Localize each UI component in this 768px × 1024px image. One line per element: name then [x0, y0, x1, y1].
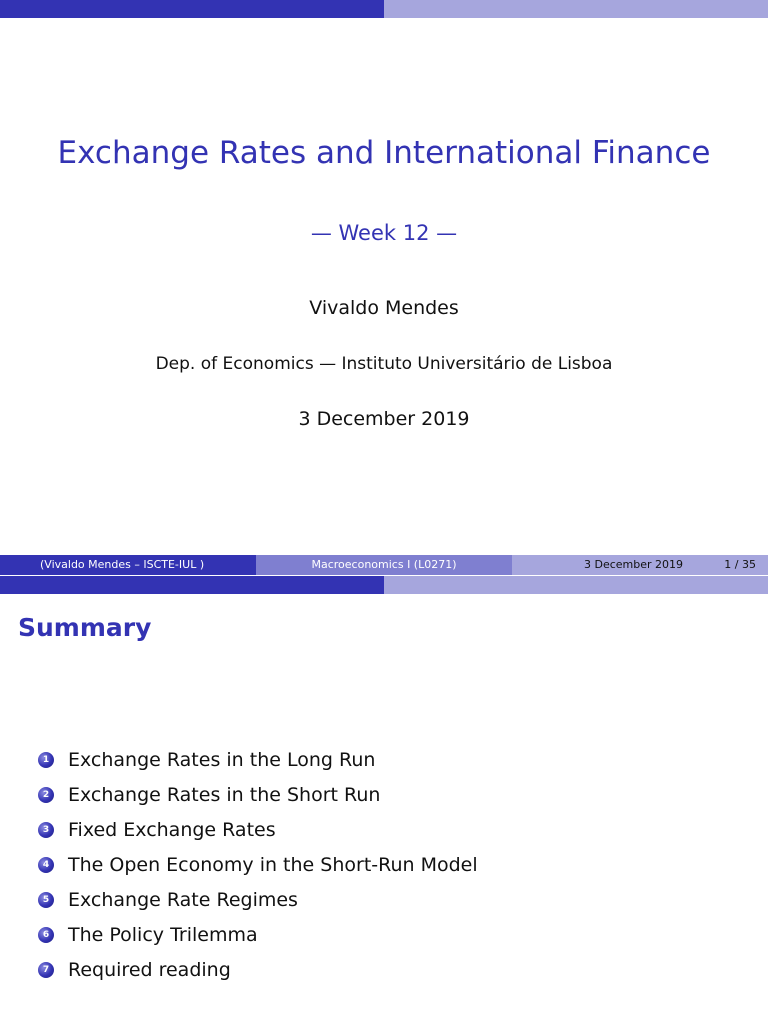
- presentation-title: Exchange Rates and International Finance: [57, 135, 711, 171]
- numbered-ball-icon: 4: [38, 857, 54, 873]
- list-item-label: The Policy Trilemma: [68, 923, 258, 946]
- header-bar-right: [384, 576, 768, 594]
- list-item-label: Exchange Rates in the Long Run: [68, 748, 376, 771]
- list-item: [38, 812, 478, 847]
- numbered-ball-icon: 6: [38, 927, 54, 943]
- list-item: [38, 777, 478, 812]
- institute-name: Dep. of Economics — Instituto Universitário de Lisboa: [155, 354, 613, 374]
- list-item: [38, 882, 478, 917]
- numbered-ball-icon: 2: [38, 787, 54, 803]
- presentation-date: 3 December 2019: [298, 408, 470, 430]
- numbered-ball-icon: 7: [38, 962, 54, 978]
- footer-author: (Vivaldo Mendes – ISCTE-IUL ): [40, 558, 205, 571]
- footer-bar: [0, 555, 768, 575]
- list-item-label: Exchange Rate Regimes: [68, 888, 298, 911]
- summary-heading: Summary: [18, 613, 152, 642]
- footer-course-segment: [256, 555, 512, 575]
- list-item-label: Exchange Rates in the Short Run: [68, 783, 381, 806]
- list-item: [38, 952, 478, 987]
- footer-date-segment: [512, 555, 768, 575]
- list-item: [38, 917, 478, 952]
- header-bar-left: [0, 576, 384, 594]
- header-bar-left: [0, 0, 384, 18]
- footer-author-segment: [0, 555, 256, 575]
- list-item-label: The Open Economy in the Short-Run Model: [68, 853, 478, 876]
- header-bar-right: [384, 0, 768, 18]
- header-bar: [0, 576, 768, 594]
- list-item-label: Fixed Exchange Rates: [68, 818, 276, 841]
- header-bar: [0, 0, 768, 18]
- list-item: [38, 742, 478, 777]
- presentation-subtitle: — Week 12 —: [310, 221, 458, 245]
- list-item: [38, 847, 478, 882]
- page-number: 1 / 35: [724, 558, 756, 571]
- numbered-ball-icon: 1: [38, 752, 54, 768]
- footer-course: Macroeconomics I (L0271): [311, 558, 457, 571]
- summary-list: [38, 742, 478, 987]
- footer-date: 3 December 2019: [584, 558, 684, 571]
- author-name: Vivaldo Mendes: [309, 297, 459, 319]
- numbered-ball-icon: 5: [38, 892, 54, 908]
- list-item-label: Required reading: [68, 958, 231, 981]
- numbered-ball-icon: 3: [38, 822, 54, 838]
